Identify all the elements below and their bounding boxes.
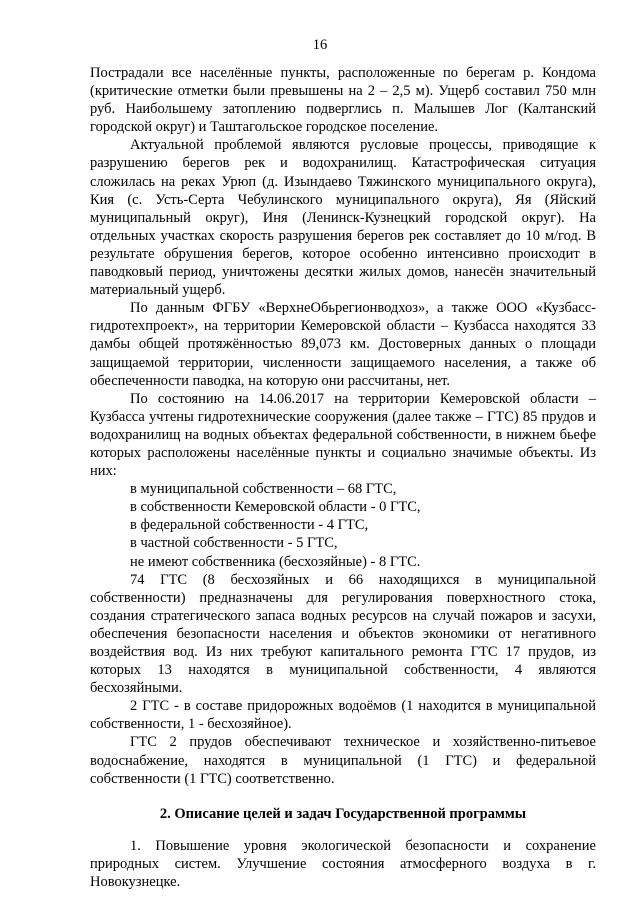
list-item: в муниципальной собственности – 68 ГТС, <box>130 481 397 498</box>
list-item: в федеральной собственности - 4 ГТС, <box>130 517 369 534</box>
paragraph-hydraulic-structures: По состоянию на 14.06.2017 на территории Кемеровской области – Кузбасса учтены гидротехнические сооружения (далее также – ГТС) 85 прудов и водохранилищ на водных объектах федеральной собственности, в нижнем бьефе которых расположены населённые пункты и социально значимые объекты. Из них: <box>90 390 596 480</box>
list-item: в частной собственности - 5 ГТС, <box>130 535 338 552</box>
paragraph-dams: По данным ФГБУ «ВерхнеОбьрегионводхоз», а также ООО «Кузбасс-гидротехпроект», на территории Кемеровской области – Кузбасса находятся 33 дамбы общей протяжённостью 89,073 км. Достоверных данных о площади защищаемой территории, численности защищаемого населения, а также об обеспеченности паводка, на которую они рассчитаны, нет. <box>90 300 596 389</box>
page-body <box>90 64 596 891</box>
list-item: не имеют собственника (бесхозяйные) - 8 ГТС. <box>130 553 421 570</box>
paragraph-goal-1: 1. Повышение уровня экологической безопасности и сохранение природных систем. Улучшение состояния атмосферного воздуха в г. Новокузнецке. <box>90 837 596 891</box>
paragraph-74-gts: 74 ГТС (8 бесхозяйных и 66 находящихся в муниципальной собственности) предназначены для регулирования поверхностного стока, создания стратегического запаса водных ресурсов на случай пожаров и засухи, обеспечения безопасности населения и объектов экономики от негативного воздействия вод. Из них требуют капитального ремонта ГТС 17 прудов, из которых 13 находятся в муниципальной собственности, 4 являются бесхозяйными. <box>90 571 596 697</box>
ownership-list <box>90 480 596 570</box>
page-number: 16 <box>312 37 328 53</box>
paragraph-roadside-ponds: 2 ГТС - в составе придорожных водоёмов (1 находится в муниципальной собственности, 1 - бесхозяйное). <box>90 698 596 733</box>
paragraph-channel-processes: Актуальной проблемой являются русловые процессы, приводящие к разрушению берегов рек и водохранилищ. Катастрофическая ситуация сложилась на реках Урюп (д. Изындаево Тяжинского муниципального округа), Кия (с. Усть-Серта Чебулинского муниципального округа), Яя (Яйский муниципальный округ), Иня (Ленинск-Кузнецкий городской округ). На отдельных участках скорость разрушения берегов рек составляет до 10 м/год. В результате обрушения берегов, которое особенно интенсивно происходит в паводковый период, уничтожены десятки жилых домов, нанесён значительный материальный ущерб. <box>90 137 596 299</box>
paragraph-water-supply: ГТС 2 прудов обеспечивают техническое и хозяйственно-питьевое водоснабжение, находятся в муниципальной (1 ГТС) и федеральной собственности (1 ГТС) соответственно. <box>90 734 596 787</box>
paragraph-flood-damage: Пострадали все населённые пункты, расположенные по берегам р. Кондома (критические отметки были превышены на 2 – 2,5 м). Ущерб составил 750 млн руб. Наибольшему затоплению подверглись п. Малышев Лог (Калтанский городской округ) и Таштагольское городское поселение. <box>90 65 596 136</box>
section-heading: 2. Описание целей и задач Государственной программы <box>159 805 527 822</box>
list-item: в собственности Кемеровской области - 0 ГТС, <box>130 499 421 516</box>
